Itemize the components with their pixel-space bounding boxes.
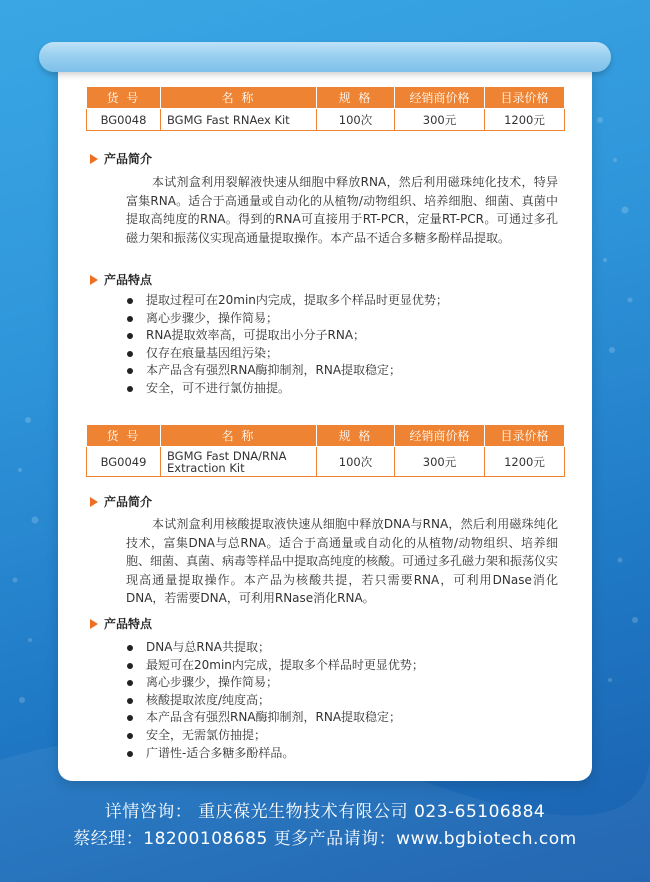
section-title: 产品特点 — [104, 273, 153, 287]
section-heading-intro-1 — [90, 150, 152, 167]
product-intro-2: 本试剂盒利用核酸提取液快速从细胞中释放DNA与RNA，然后利用磁珠纯化技术，富集DNA与总RNA。适合于高通量或自动化的从植物/动物组织、培养细胞、细菌、真菌、病毒等样品中提取高纯度的核酸。可通过多孔磁力架和振荡仪实现高通量提取操作。本产品为核酸共提，若只需要RNA，可利用DNase消化DNA，若需要DNA，可利用RNase消化RNA。 — [126, 517, 559, 605]
header-cell: 规 格 — [317, 425, 395, 447]
header-cell: 经销商价格 — [395, 425, 485, 447]
feature-list-1 — [126, 292, 558, 398]
scroll-rod — [39, 42, 611, 72]
header-cell: 货 号 — [87, 87, 161, 109]
table-row — [87, 109, 565, 131]
feature-list-2 — [126, 639, 558, 762]
triangle-bullet-icon — [90, 275, 98, 285]
section-heading-intro-2 — [90, 493, 152, 510]
header-cell: 目录价格 — [485, 425, 565, 447]
dealer-price: 300元 — [395, 447, 485, 477]
list-item: 本产品含有强烈RNA酶抑制剂，RNA提取稳定； — [126, 362, 558, 380]
table-row — [87, 447, 565, 477]
catalog-number: BG0048 — [87, 109, 161, 131]
contact-line-website: 蔡经理：18200108685 更多产品请询：www.bgbiotech.com — [73, 829, 577, 849]
list-item: 提取过程可在20min内完成，提取多个样品时更显优势； — [126, 292, 558, 310]
table-header-row — [87, 425, 565, 447]
header-cell: 目录价格 — [485, 87, 565, 109]
section-heading-features-1 — [90, 271, 152, 288]
list-item: 离心步骤少，操作简易； — [126, 674, 558, 692]
contact-line: 详情咨询： 重庆葆光生物技术有限公司 023-65106884 — [104, 802, 546, 822]
catalog-price: 1200元 — [485, 109, 565, 131]
list-item: RNA提取效率高，可提取出小分子RNA； — [126, 327, 558, 345]
product-name: BGMG Fast DNA/RNA Extraction Kit — [161, 447, 317, 477]
header-cell: 货 号 — [87, 425, 161, 447]
catalog-price: 1200元 — [485, 447, 565, 477]
triangle-bullet-icon — [90, 619, 98, 629]
header-cell: 规 格 — [317, 87, 395, 109]
specification: 100次 — [317, 447, 395, 477]
list-item: 核酸提取浓度/纯度高； — [126, 692, 558, 710]
header-cell: 名 称 — [161, 87, 317, 109]
list-item: 仅存在痕量基因组污染； — [126, 345, 558, 363]
catalog-number: BG0049 — [87, 447, 161, 477]
product-name: BGMG Fast RNAex Kit — [161, 109, 317, 131]
section-title: 产品简介 — [104, 495, 153, 509]
list-item: 最短可在20min内完成，提取多个样品时更显优势； — [126, 657, 558, 675]
list-item: DNA与总RNA共提取； — [126, 639, 558, 657]
section-title: 产品简介 — [104, 152, 153, 166]
product-intro-1: 本试剂盒利用裂解液快速从细胞中释放RNA，然后利用磁珠纯化技术，特异富集RNA。适合于高通量或自动化的从植物/动物组织、培养细胞、细菌、真菌中提取高纯度的RNA。得到的RNA可直接用于RT-PCR，定量RT-PCR。可通过多孔磁力架和振荡仪实现高通量提取操作。本产品不适合多糖多酚样品提取。 — [126, 175, 558, 245]
list-item: 安全，可不进行氯仿抽提。 — [126, 380, 558, 398]
section-title: 产品特点 — [104, 617, 153, 631]
list-item: 离心步骤少，操作简易； — [126, 310, 558, 328]
triangle-bullet-icon — [90, 497, 98, 507]
header-cell: 经销商价格 — [395, 87, 485, 109]
list-item: 本产品含有强烈RNA酶抑制剂，RNA提取稳定； — [126, 709, 558, 727]
product-table-2 — [86, 424, 565, 477]
header-cell: 名 称 — [161, 425, 317, 447]
dealer-price: 300元 — [395, 109, 485, 131]
specification: 100次 — [317, 109, 395, 131]
triangle-bullet-icon — [90, 154, 98, 164]
list-item: 安全，无需氯仿抽提； — [126, 727, 558, 745]
list-item: 广谱性-适合多糖多酚样品。 — [126, 745, 558, 763]
product-table-1 — [86, 86, 565, 131]
section-heading-features-2 — [90, 615, 152, 632]
table-header-row — [87, 87, 565, 109]
